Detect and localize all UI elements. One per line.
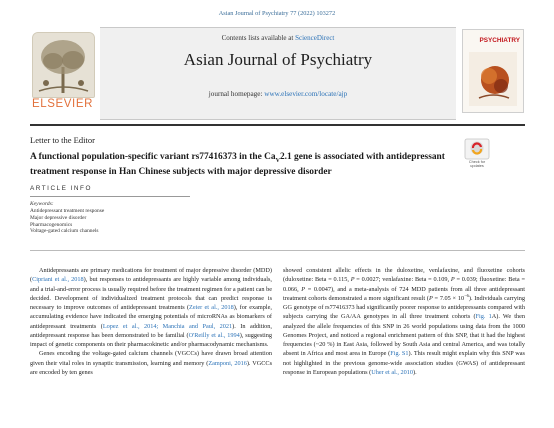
sciencedirect-link[interactable]: ScienceDirect	[295, 34, 335, 42]
masthead-divider	[30, 124, 525, 126]
journal-homepage-link[interactable]: www.elsevier.com/locate/ajp	[264, 90, 348, 98]
journal-header-box	[100, 27, 456, 120]
article-info-divider	[30, 196, 190, 197]
keyword-item: Pharmacogenomics	[30, 221, 73, 228]
journal-title: Asian Journal of Psychiatry	[183, 50, 373, 69]
figure-link[interactable]: Fig. 1	[475, 313, 492, 321]
cover-artwork	[469, 52, 517, 106]
reference-link[interactable]: Cipriani et al., 2018	[32, 276, 84, 284]
body-paragraph: Antidepressants are primary medications for treatment of major depressive disorder (MDD) (Cipriani et al., 2018), but responses to antidepressants are highly variable among individuals, and a trial-and-error process is usually required before the treatment regimen for a patient can be decided. Development of individualized treatment protocols that can predict response is necessary to improve outcomes of antidepressant treatments (Zeier et al., 2018), for example, accumulating evidence have indicated the emerging potentials of microRNAs as biomarkers of antidepressant treatments (Lopez et al., 2014; Manchia and Paul, 2021). In addition, antidepressant response has been demonstrated to be familial (O'Reilly et al., 1994), suggesting impact of genetic components on their pharmacokinetic and/or pharmacodynamic mechanisms.	[30, 267, 272, 348]
section-divider	[30, 250, 525, 251]
journal-homepage-line	[100, 90, 456, 98]
keyword-item: Voltage-gated calcium channels	[30, 228, 99, 235]
contents-prefix: Contents lists available at	[221, 34, 296, 42]
contents-line	[100, 34, 456, 42]
keywords-heading: Keywords:	[30, 201, 54, 207]
keywords-list	[30, 208, 104, 235]
article-info-heading: ARTICLE INFO	[30, 185, 92, 192]
journal-citation: Asian Journal of Psychiatry 77 (2022) 103272	[218, 10, 336, 17]
reference-link[interactable]: Zamponi, 2016	[208, 359, 247, 367]
body-column-left	[30, 266, 272, 377]
reference-link[interactable]: O'Reilly et al., 1994	[188, 331, 240, 339]
journal-masthead	[30, 27, 525, 122]
body-paragraph: Genes encoding the voltage-gated calcium channels (VGCCs) have drawn broad attention given their vital roles in synaptic transmission, learning and memory (Zamponi, 2016). VGCCs are encoded by ten genes	[30, 350, 273, 376]
homepage-prefix: journal homepage:	[208, 90, 265, 98]
check-for-updates-icon	[464, 138, 490, 160]
check-updates-label: Check for updates	[468, 160, 486, 168]
keyword-item: Major depressive disorder	[30, 214, 87, 221]
elsevier-logo[interactable]	[30, 30, 95, 112]
article-type: Letter to the Editor	[30, 135, 95, 145]
reference-link[interactable]: Zeier et al., 2018	[189, 304, 234, 311]
elsevier-tree-logo	[32, 32, 95, 98]
article-title: A functional population-specific variant rs77416373 in the $Ca_V2.1$ gene is associated with antidepressant treatment response in Han Chinese subjects with major depressive disorder	[30, 152, 445, 178]
body-paragraph: showed consistent allelic effects in the duloxetine, venlafaxine, and fluoxetine cohorts (duloxetine: Beta = 0.115, P = 0.0027; venlafaxine: Beta = 0.109, P = 0.039; fluoxetine: Beta = 0.066, P = 0.0047), and a meta-analysis of 724 MDD patients from all three antidepressant treatment cohorts demonstrated a more significant result $(P = 7.05 \times 10^{-6})$. Individuals carrying GG genotype of rs77416373 had significantly poorer response to antidepressants compared with subjects carrying the GA/AA genotypes in all three treatment cohorts (Fig. 1A). We then analyzed the allele frequencies of this SNP in 26 world populations using data from the 1000 Genomes Project, and noticed a regional enrichment pattern of this SNP, that it had the highest frequencies (~20 %) in East Asia, followed by South Asia and central America, and was totally absent in Africa and most area in Europe (Fig. S1). This result might explain why this SNP was not highlighted in the previous genome-wide association studies (GWAS) of antidepressant response in European populations (Uher et al., 2010).	[283, 267, 526, 376]
check-for-updates-badge[interactable]	[464, 138, 490, 170]
reference-link[interactable]: Uher et al., 2010	[371, 368, 414, 376]
body-column-right	[283, 266, 525, 377]
cover-title: PSYCHIATRY	[479, 37, 520, 44]
keyword-item: Antidepressant treatment response	[30, 208, 105, 214]
figure-link[interactable]: Fig. S1	[390, 350, 409, 358]
reference-link[interactable]: Lopez et al., 2014; Manchia and Paul, 2021	[102, 322, 233, 330]
elsevier-wordmark: ELSEVIER	[31, 98, 94, 110]
journal-cover[interactable]	[462, 29, 524, 113]
